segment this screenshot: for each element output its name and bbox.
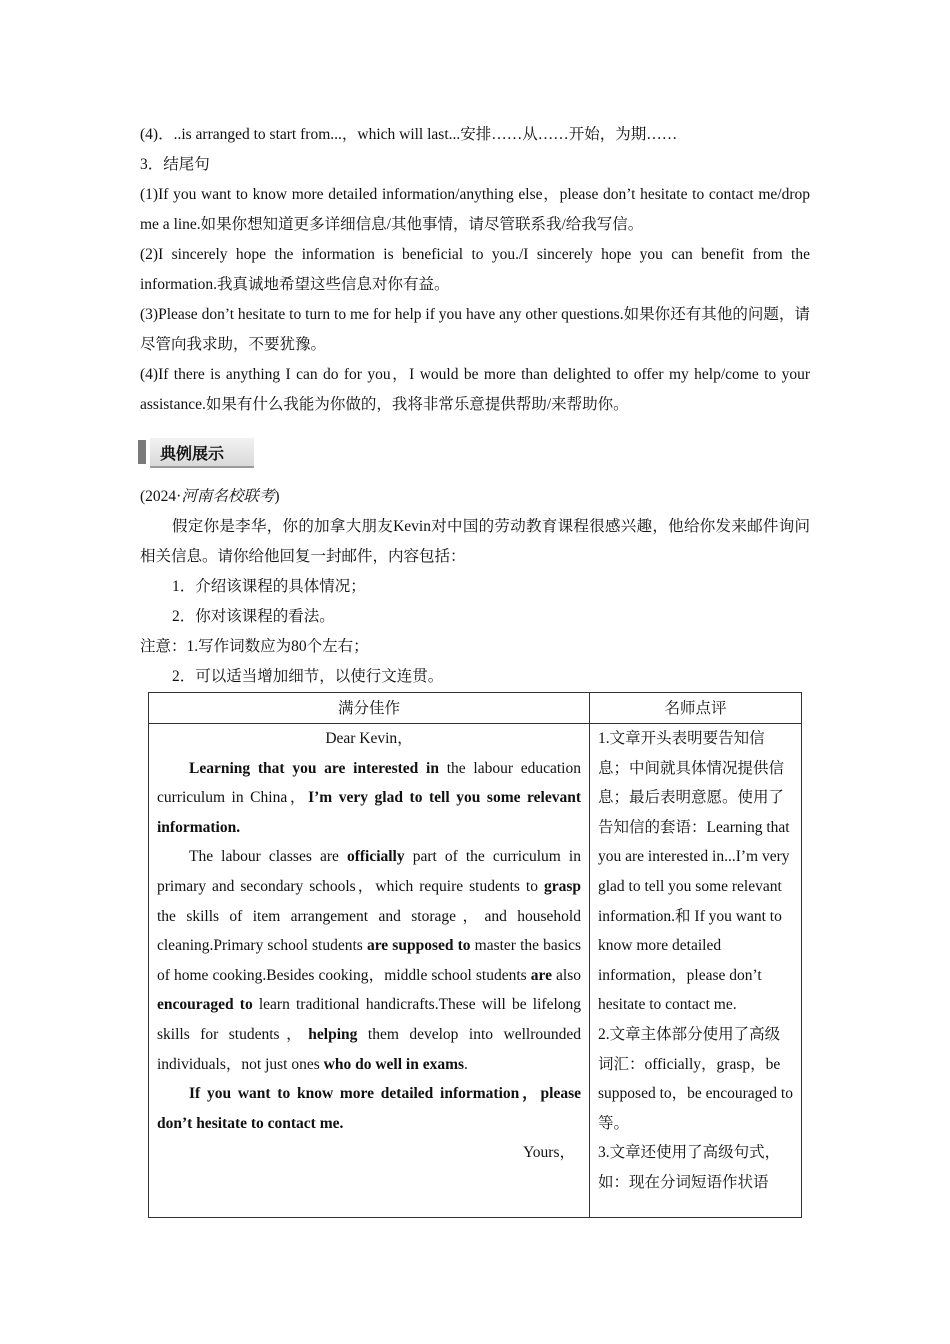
sample-table [148, 692, 802, 1218]
closing-sentence-2: (2)I sincerely hope the information is beneficial to you./I sincerely hope you can benefit from the information.我真诚地希望这些信息对你有益。 [140, 246, 810, 293]
teacher-comment-cell [590, 724, 802, 1218]
closing-heading: 3．结尾句 [140, 156, 210, 173]
letter-paragraph-2: The labour classes are officially part of the curriculum in primary and secondary schools，which require students to grasp the skills of item arrangement and storage，and household cleaning.Primary school students are supposed to master the basics of home cooking.Besides cooking，middle school students are also encouraged to learn traditional handicrafts.These will be lifelong skills for students，helping them develop into wellrounded individuals，not just ones who do well in exams. [157, 848, 582, 1073]
sample-letter [149, 724, 590, 1218]
comment-point-3: 3.文章还使用了高级句式，如：现在分词短语作状语 [598, 1144, 781, 1191]
closing-sentence-3: (3)Please don’t hesitate to turn to me for help if you have any other questions.如果你还有其他的问题，请尽管向我求助，不要犹豫。 [140, 306, 810, 353]
task-item-2: 2．你对该课程的看法。 [172, 608, 335, 625]
opening-phrase-4: (4)．..is arranged to start from...，which will last...安排……从……开始，为期…… [140, 126, 678, 143]
comment-point-2: 2.文章主体部分使用了高级词汇：officially，grasp，be supposed to，be encouraged to 等。 [598, 1025, 793, 1132]
task-note-1: 注意：1.写作词数应为80个左右； [140, 638, 369, 655]
table-header-row [149, 693, 802, 724]
page [140, 120, 810, 1218]
task-note-2: 2．可以适当增加细节，以使行文连贯。 [172, 668, 444, 685]
table-body-row [149, 724, 802, 1218]
header-full-score: 满分佳作 [149, 693, 590, 724]
section-label-text: 典例展示 [160, 444, 225, 463]
letter-paragraph-3: If you want to know more detailed information，please don’t hesitate to contact me. [157, 1085, 581, 1132]
task-prompt: 假定你是李华，你的加拿大朋友Kevin对中国的劳动教育课程很感兴趣，他给你发来邮件询问相关信息。请你给他回复一封邮件，内容包括： [140, 518, 810, 565]
letter-paragraph-1: Learning that you are interested in the labour education curriculum in China，I’m very glad to tell you some relevant information. [157, 759, 581, 836]
task-item-1: 1．介绍该课程的具体情况； [172, 578, 366, 595]
closing-sentence-4: (4)If there is anything I can do for you，I would be more than delighted to offer my help/come to your assistance.如果有什么我能为你做的，我将非常乐意提供帮助/来帮助你。 [140, 366, 810, 413]
comment-point-1: 1.文章开头表明要告知信息；中间就具体情况提供信息；最后表明意愿。使用了告知信的套语：Learning that you are interested in...I’m very glad to tell you some relevant information.和 If you want to know more detailed information，please don’t hesitate to contact me. [598, 730, 790, 1014]
source-line: (2024·河南名校联考) [140, 488, 280, 505]
section-label [138, 432, 262, 472]
section-bar-icon [138, 440, 146, 464]
letter-signoff: Yours， [523, 1144, 575, 1162]
header-teacher-comment: 名师点评 [590, 693, 802, 724]
teacher-comment [598, 724, 793, 1217]
letter-salutation: Dear Kevin， [325, 730, 413, 747]
source-name: 河南名校联考 [181, 488, 275, 505]
closing-sentence-1: (1)If you want to know more detailed information/anything else，please don’t hesitate to contact me/drop me a line.如果你想知道更多详细信息/其他事情，请尽管联系我/给我写信。 [140, 186, 810, 233]
